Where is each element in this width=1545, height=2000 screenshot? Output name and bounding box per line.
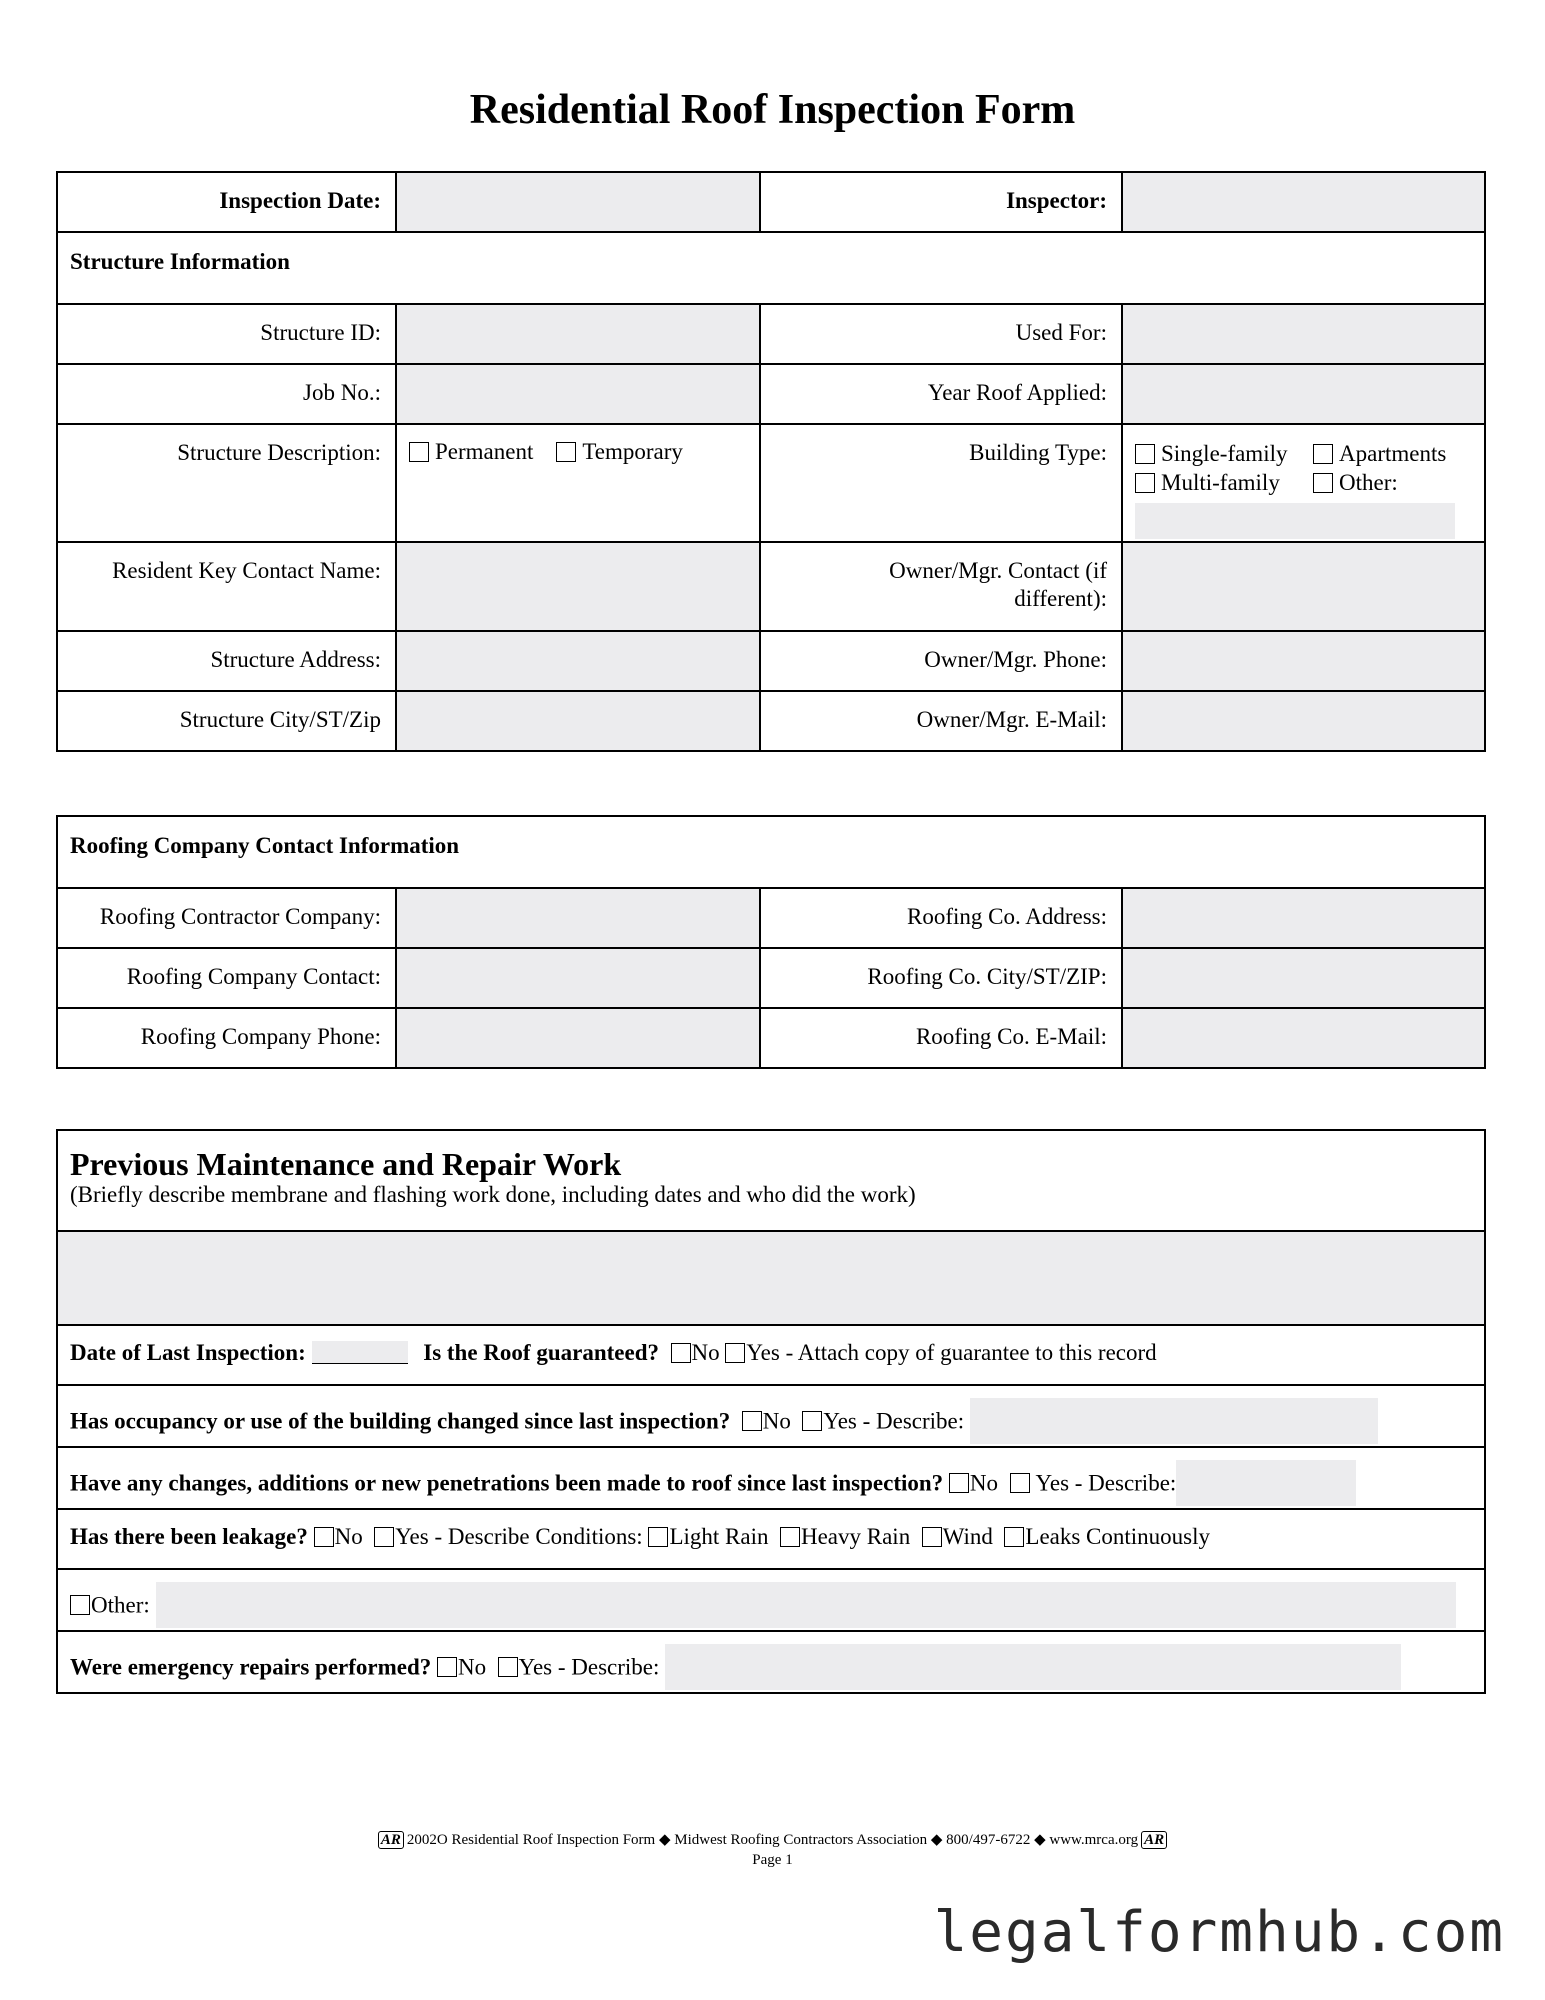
emergency-no-label: No xyxy=(458,1654,487,1680)
structure-id-label: Structure ID: xyxy=(57,304,396,364)
emergency-question: Were emergency repairs performed? xyxy=(70,1654,432,1680)
changes-yes-label: Yes - Describe: xyxy=(1035,1470,1177,1496)
building-type-label: Building Type: xyxy=(760,424,1122,542)
guaranteed-no-checkbox[interactable] xyxy=(671,1343,691,1363)
occupancy-yes-label: Yes - Describe: xyxy=(823,1408,965,1434)
multi-family-checkbox[interactable] xyxy=(1135,473,1155,493)
emergency-describe-field[interactable] xyxy=(665,1644,1401,1690)
watermark: legalformhub.com xyxy=(933,1900,1505,1965)
single-family-checkbox[interactable] xyxy=(1135,444,1155,464)
company-contact-field[interactable] xyxy=(397,949,759,987)
changes-yes-checkbox[interactable] xyxy=(1010,1473,1030,1493)
mrca-logo: AR xyxy=(378,1831,404,1849)
leakage-yes-checkbox[interactable] xyxy=(374,1527,394,1547)
heavy-rain-label: Heavy Rain xyxy=(800,1524,911,1549)
last-inspection-row xyxy=(57,1325,1485,1385)
roofing-heading: Roofing Company Contact Information xyxy=(57,816,1485,888)
structure-description-options xyxy=(396,424,760,542)
leakage-yes-label: Yes - Describe Conditions: xyxy=(395,1524,643,1549)
footer xyxy=(0,1830,1545,1870)
inspection-date-field[interactable] xyxy=(397,173,759,211)
leakage-no-checkbox[interactable] xyxy=(314,1527,334,1547)
changes-row xyxy=(57,1447,1485,1509)
permanent-checkbox[interactable] xyxy=(409,442,429,462)
co-email-field[interactable] xyxy=(1123,1009,1484,1047)
job-no-field[interactable] xyxy=(397,365,759,403)
temporary-checkbox[interactable] xyxy=(556,442,576,462)
guaranteed-no-label: No xyxy=(691,1340,720,1365)
occupancy-yes-checkbox[interactable] xyxy=(802,1411,822,1431)
wind-checkbox[interactable] xyxy=(922,1527,942,1547)
co-email-label: Roofing Co. E-Mail: xyxy=(760,1008,1122,1068)
maintenance-subheading: (Briefly describe membrane and flashing work done, including dates and who did the work) xyxy=(70,1182,916,1207)
co-city-label: Roofing Co. City/ST/ZIP: xyxy=(760,948,1122,1008)
year-roof-applied-field[interactable] xyxy=(1123,365,1484,403)
other-leak-field[interactable] xyxy=(156,1582,1456,1628)
inspection-date-label: Inspection Date: xyxy=(57,172,396,232)
company-phone-label: Roofing Company Phone: xyxy=(57,1008,396,1068)
used-for-label: Used For: xyxy=(760,304,1122,364)
company-contact-label: Roofing Company Contact: xyxy=(57,948,396,1008)
other-leak-label: Other: xyxy=(91,1592,150,1618)
guaranteed-yes-checkbox[interactable] xyxy=(725,1343,745,1363)
changes-no-label: No xyxy=(969,1470,999,1496)
resident-contact-label: Resident Key Contact Name: xyxy=(57,542,396,631)
maintenance-description-field[interactable] xyxy=(58,1232,1484,1296)
light-rain-checkbox[interactable] xyxy=(648,1527,668,1547)
emergency-yes-checkbox[interactable] xyxy=(498,1657,518,1677)
mrca-logo-right: AR xyxy=(1141,1831,1167,1849)
co-city-field[interactable] xyxy=(1123,949,1484,987)
structure-id-field[interactable] xyxy=(397,305,759,343)
heavy-rain-checkbox[interactable] xyxy=(780,1527,800,1547)
structure-address-field[interactable] xyxy=(397,632,759,670)
emergency-no-checkbox[interactable] xyxy=(437,1657,457,1677)
owner-phone-label: Owner/Mgr. Phone: xyxy=(760,631,1122,691)
occupancy-no-label: No xyxy=(762,1408,791,1434)
building-type-options xyxy=(1122,424,1485,542)
roofing-table xyxy=(56,815,1486,1069)
year-roof-applied-label: Year Roof Applied: xyxy=(760,364,1122,424)
leakage-question: Has there been leakage? xyxy=(70,1524,308,1549)
leakage-no-label: No xyxy=(334,1524,363,1549)
structure-city-field[interactable] xyxy=(397,692,759,730)
other-leak-checkbox[interactable] xyxy=(70,1595,90,1615)
emergency-yes-label: Yes - Describe: xyxy=(518,1654,660,1680)
date-last-inspection-label: Date of Last Inspection: xyxy=(70,1340,306,1365)
single-family-label: Single-family xyxy=(1161,441,1288,466)
occupancy-describe-field[interactable] xyxy=(970,1398,1378,1444)
other-building-field[interactable] xyxy=(1135,503,1455,539)
owner-email-label: Owner/Mgr. E-Mail: xyxy=(760,691,1122,751)
other-building-checkbox[interactable] xyxy=(1313,473,1333,493)
occupancy-no-checkbox[interactable] xyxy=(742,1411,762,1431)
owner-contact-label: Owner/Mgr. Contact (if different): xyxy=(760,542,1122,631)
owner-contact-field[interactable] xyxy=(1123,543,1484,581)
co-address-field[interactable] xyxy=(1123,889,1484,927)
other-row xyxy=(57,1569,1485,1631)
structure-address-label: Structure Address: xyxy=(57,631,396,691)
occupancy-row xyxy=(57,1385,1485,1447)
leakage-row xyxy=(57,1509,1485,1569)
inspector-label: Inspector: xyxy=(760,172,1122,232)
owner-phone-field[interactable] xyxy=(1123,632,1484,670)
inspector-field[interactable] xyxy=(1123,173,1484,211)
other-building-label: Other: xyxy=(1339,470,1398,495)
leaks-continuously-checkbox[interactable] xyxy=(1004,1527,1024,1547)
permanent-label: Permanent xyxy=(435,439,534,464)
emergency-row xyxy=(57,1631,1485,1693)
owner-email-field[interactable] xyxy=(1123,692,1484,730)
co-address-label: Roofing Co. Address: xyxy=(760,888,1122,948)
resident-contact-field[interactable] xyxy=(397,543,759,581)
multi-family-label: Multi-family xyxy=(1161,470,1280,495)
apartments-label: Apartments xyxy=(1339,441,1447,466)
occupancy-question: Has occupancy or use of the building changed since last inspection? xyxy=(70,1408,731,1434)
structure-table xyxy=(56,171,1486,752)
maintenance-table xyxy=(56,1129,1486,1694)
apartments-checkbox[interactable] xyxy=(1313,444,1333,464)
used-for-field[interactable] xyxy=(1123,305,1484,343)
job-no-label: Job No.: xyxy=(57,364,396,424)
page-number: Page 1 xyxy=(752,1852,793,1868)
form-title: Residential Roof Inspection Form xyxy=(469,87,1076,133)
changes-question: Have any changes, additions or new penetrations been made to roof since last inspection? xyxy=(70,1470,944,1496)
wind-label: Wind xyxy=(942,1524,993,1549)
structure-description-label: Structure Description: xyxy=(57,424,396,542)
guaranteed-yes-label: Yes - Attach copy of guarantee to this record xyxy=(746,1340,1157,1365)
company-phone-field[interactable] xyxy=(397,1009,759,1047)
maintenance-header xyxy=(57,1130,1485,1231)
contractor-company-field[interactable] xyxy=(397,889,759,927)
leaks-continuously-label: Leaks Continuously xyxy=(1025,1524,1211,1549)
date-last-inspection-field[interactable] xyxy=(312,1341,408,1364)
footer-line: 2002O Residential Roof Inspection Form ◆ Midwest Roofing Contractors Association ◆ 800/497-6722 ◆ www.mrca.org xyxy=(406,1832,1139,1848)
changes-describe-field[interactable] xyxy=(1176,1460,1356,1506)
contractor-company-label: Roofing Contractor Company: xyxy=(57,888,396,948)
temporary-label: Temporary xyxy=(582,439,683,464)
maintenance-heading: Previous Maintenance and Repair Work xyxy=(70,1146,622,1182)
light-rain-label: Light Rain xyxy=(669,1524,769,1549)
roof-guaranteed-label: Is the Roof guaranteed? xyxy=(423,1340,659,1365)
changes-no-checkbox[interactable] xyxy=(949,1473,969,1493)
structure-heading: Structure Information xyxy=(57,232,1485,304)
structure-city-label: Structure City/ST/Zip xyxy=(57,691,396,751)
